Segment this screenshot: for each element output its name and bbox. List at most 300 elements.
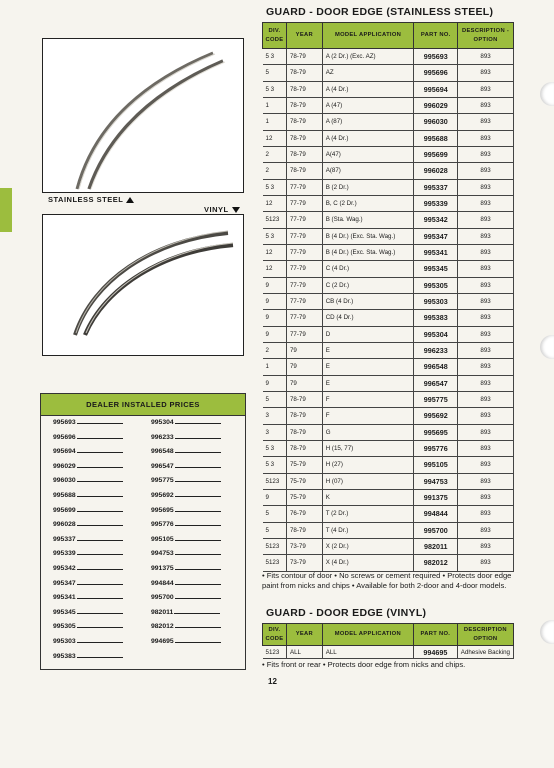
part-number-cell: 991375 [414,489,458,505]
year-cell: 77-79 [286,326,322,342]
part-number-cell: 995105 [414,457,458,473]
price-row [53,638,123,653]
model-application-cell: CB (4 Dr.) [322,293,414,309]
div-code-cell: 9 [263,277,287,293]
div-code-cell: 5 [263,522,287,538]
vinyl-section-title: GUARD - DOOR EDGE (VINYL) [266,607,427,619]
year-cell: 76-79 [286,506,322,522]
description-option-cell: 893 [458,146,514,162]
year-cell: 77-79 [286,179,322,195]
price-blank-line [77,657,123,658]
description-option-cell: 893 [458,65,514,81]
year-cell: 78-79 [286,146,322,162]
year-cell: 78-79 [286,408,322,424]
price-row [53,565,123,580]
table-row [263,646,514,659]
div-code-cell: 5 3 [263,81,287,97]
div-code-cell: 1 [263,359,287,375]
price-blank-line [175,554,221,555]
model-application-cell: C (2 Dr.) [322,277,414,293]
model-application-cell: F [322,408,414,424]
price-blank-line [77,452,123,453]
price-part-number: 995345 [53,608,76,616]
model-application-cell: B (Sta. Wag.) [322,212,414,228]
div-code-cell: 12 [263,195,287,211]
year-cell: 73-79 [286,555,322,571]
prices-left-column [53,419,123,667]
price-row [151,477,221,492]
part-number-cell: 995699 [414,146,458,162]
price-blank-line [175,452,221,453]
part-number-cell: 982012 [414,555,458,571]
price-row [53,550,123,565]
description-option-cell: 893 [458,359,514,375]
price-part-number: 995699 [53,506,76,514]
price-row [151,419,221,434]
table-row [263,375,514,391]
price-part-number: 995342 [53,564,76,572]
description-option-cell: Adhesive Backing [457,646,513,659]
price-part-number: 995303 [53,637,76,645]
price-row [151,594,221,609]
price-part-number: 994753 [151,550,174,558]
price-part-number: 995347 [53,579,76,587]
table-row [263,342,514,358]
price-row [53,521,123,536]
price-blank-line [77,554,123,555]
part-number-cell: 995304 [414,326,458,342]
year-cell: 79 [286,375,322,391]
div-code-cell: 5 [263,506,287,522]
model-application-cell: F [322,391,414,407]
year-cell: ALL [286,646,322,659]
table-row [263,506,514,522]
table-row [263,473,514,489]
part-number-cell: 995696 [414,65,458,81]
column-header: DESCRIPTION OPTION [457,624,513,646]
price-row [53,492,123,507]
model-application-cell: AZ [322,65,414,81]
vinyl-note: • Fits front or rear • Protects door edge from nicks and chips. [262,660,466,669]
price-blank-line [77,598,123,599]
model-application-cell: K [322,489,414,505]
part-number-cell: 995303 [414,293,458,309]
price-part-number: 995339 [53,550,76,558]
price-part-number: 995696 [53,433,76,441]
description-option-cell: 893 [458,326,514,342]
binder-hole-middle [540,335,554,359]
part-number-cell: 995383 [414,310,458,326]
year-cell: 75-79 [286,473,322,489]
model-application-cell: X (4 Dr.) [322,555,414,571]
part-number-cell: 995694 [414,81,458,97]
price-row [151,609,221,624]
div-code-cell: 5123 [263,473,287,489]
year-cell: 77-79 [286,244,322,260]
table-row [263,326,514,342]
part-number-cell: 994844 [414,506,458,522]
description-option-cell: 893 [458,506,514,522]
part-number-cell: 995775 [414,391,458,407]
price-part-number: 982011 [151,608,174,616]
table-row [263,408,514,424]
price-part-number: 996028 [53,521,76,529]
part-number-cell: 995693 [414,49,458,65]
model-application-cell: B, C (2 Dr.) [322,195,414,211]
div-code-cell: 3 [263,408,287,424]
table-row [263,179,514,195]
stainless-section-title: GUARD - DOOR EDGE (STAINLESS STEEL) [266,6,494,18]
price-part-number: 994844 [151,579,174,587]
dealer-installed-prices-box [40,393,246,670]
div-code-cell: 3 [263,424,287,440]
table-row [263,457,514,473]
table-row [263,440,514,456]
table-row [263,489,514,505]
price-blank-line [175,496,221,497]
price-part-number: 995383 [53,652,76,660]
model-application-cell: T (2 Dr.) [322,506,414,522]
div-code-cell: 9 [263,375,287,391]
part-number-cell: 995345 [414,261,458,277]
year-cell: 75-79 [286,457,322,473]
stainless-parts-table [262,22,514,572]
price-row [151,536,221,551]
part-number-cell: 994753 [414,473,458,489]
year-cell: 77-79 [286,277,322,293]
description-option-cell: 893 [458,130,514,146]
description-option-cell: 893 [458,228,514,244]
price-row [53,594,123,609]
column-header: PART NO. [414,624,458,646]
price-blank-line [77,423,123,424]
div-code-cell: 5 3 [263,49,287,65]
page-number: 12 [268,677,277,686]
price-blank-line [77,438,123,439]
description-option-cell: 893 [458,424,514,440]
prices-title: DEALER INSTALLED PRICES [41,394,245,416]
model-application-cell: H (27) [322,457,414,473]
year-cell: 77-79 [286,212,322,228]
price-part-number: 995688 [53,491,76,499]
price-part-number: 995776 [151,521,174,529]
price-row [53,609,123,624]
price-blank-line [77,569,123,570]
part-number-cell: 995776 [414,440,458,456]
price-part-number: 996547 [151,462,174,470]
description-option-cell: 893 [458,261,514,277]
description-option-cell: 893 [458,555,514,571]
div-code-cell: 1 [263,114,287,130]
vinyl-photo [42,214,244,356]
table-row [263,163,514,179]
column-header: MODEL APPLICATION [322,23,414,49]
column-header: DIV. CODE [263,23,287,49]
price-row [151,565,221,580]
year-cell: 78-79 [286,440,322,456]
model-application-cell: A (47) [322,97,414,113]
part-number-cell: 994695 [414,646,458,659]
model-application-cell: H (15, 77) [322,440,414,456]
arrow-down-icon [232,207,240,213]
div-code-cell: 5 3 [263,179,287,195]
section-tab [0,188,12,232]
price-part-number: 995700 [151,594,174,602]
description-option-cell: 893 [458,310,514,326]
description-option-cell: 893 [458,212,514,228]
price-blank-line [77,627,123,628]
table-row [263,228,514,244]
div-code-cell: 12 [263,261,287,277]
model-application-cell: T (4 Dr.) [322,522,414,538]
part-number-cell: 995337 [414,179,458,195]
price-blank-line [175,642,221,643]
year-cell: 78-79 [286,424,322,440]
price-row [53,434,123,449]
price-row [151,580,221,595]
year-cell: 77-79 [286,310,322,326]
price-blank-line [77,511,123,512]
price-row [53,623,123,638]
column-header: PART NO. [414,23,458,49]
description-option-cell: 893 [458,97,514,113]
price-blank-line [174,613,220,614]
price-row [151,492,221,507]
div-code-cell: 5 3 [263,228,287,244]
model-application-cell: E [322,375,414,391]
column-header: YEAR [286,23,322,49]
year-cell: 78-79 [286,81,322,97]
description-option-cell: 893 [458,49,514,65]
model-application-cell: A (87) [322,114,414,130]
table-row [263,538,514,554]
price-blank-line [77,642,123,643]
year-cell: 77-79 [286,228,322,244]
price-blank-line [77,584,123,585]
div-code-cell: 1 [263,97,287,113]
price-row [53,653,123,668]
price-blank-line [175,511,221,512]
model-application-cell: A(87) [322,163,414,179]
table-row [263,293,514,309]
price-part-number: 982012 [151,623,174,631]
price-blank-line [77,525,123,526]
description-option-cell: 893 [458,342,514,358]
table-row [263,195,514,211]
part-number-cell: 995695 [414,424,458,440]
stainless-note: • Fits contour of door • No screws or cement required • Protects door edge paint from nicks and chips • Available for both 2-door and 4-door models. [262,571,512,590]
description-option-cell: 893 [458,473,514,489]
table-row [263,555,514,571]
price-part-number: 991375 [151,564,174,572]
binder-hole-top [540,82,554,106]
table-row [263,522,514,538]
div-code-cell: 9 [263,326,287,342]
price-part-number: 995695 [151,506,174,514]
table-row [263,310,514,326]
table-row [263,130,514,146]
part-number-cell: 982011 [414,538,458,554]
price-part-number: 995775 [151,477,174,485]
year-cell: 77-79 [286,261,322,277]
model-application-cell: A (2 Dr.) (Exc. AZ) [322,49,414,65]
price-blank-line [77,540,123,541]
part-number-cell: 996548 [414,359,458,375]
part-number-cell: 996233 [414,342,458,358]
table-row [263,97,514,113]
year-cell: 79 [286,359,322,375]
year-cell: 77-79 [286,293,322,309]
table-row [263,277,514,293]
model-application-cell: X (2 Dr.) [322,538,414,554]
div-code-cell: 5 [263,65,287,81]
table-row [263,114,514,130]
table-row [263,212,514,228]
model-application-cell: A (4 Dr.) [322,130,414,146]
year-cell: 75-79 [286,489,322,505]
part-number-cell: 996030 [414,114,458,130]
description-option-cell: 893 [458,179,514,195]
div-code-cell: 5123 [263,646,287,659]
model-application-cell: A(47) [322,146,414,162]
model-application-cell: ALL [322,646,413,659]
description-option-cell: 893 [458,244,514,260]
div-code-cell: 9 [263,293,287,309]
prices-right-column [151,419,221,653]
model-application-cell: E [322,359,414,375]
price-blank-line [175,438,221,439]
vinyl-label: VINYL [204,205,240,214]
div-code-cell: 12 [263,130,287,146]
description-option-cell: 893 [458,408,514,424]
year-cell: 77-79 [286,195,322,211]
price-blank-line [175,569,221,570]
column-header: DESCRIPTION - OPTION [458,23,514,49]
model-application-cell: B (4 Dr.) (Exc. Sta. Wag.) [322,228,414,244]
model-application-cell: C (4 Dr.) [322,261,414,277]
year-cell: 78-79 [286,522,322,538]
column-header: DIV. CODE [263,624,287,646]
description-option-cell: 893 [458,440,514,456]
price-blank-line [175,481,221,482]
price-part-number: 996233 [151,433,174,441]
year-cell: 78-79 [286,130,322,146]
price-row [53,507,123,522]
price-blank-line [77,613,123,614]
description-option-cell: 893 [458,375,514,391]
model-application-cell: B (4 Dr.) (Exc. Sta. Wag.) [322,244,414,260]
price-part-number: 995694 [53,448,76,456]
price-blank-line [175,525,221,526]
div-code-cell: 9 [263,310,287,326]
model-application-cell: G [322,424,414,440]
price-part-number: 995692 [151,491,174,499]
price-row [53,477,123,492]
div-code-cell: 5 3 [263,440,287,456]
year-cell: 78-79 [286,49,322,65]
price-blank-line [77,496,123,497]
description-option-cell: 893 [458,114,514,130]
price-blank-line [77,467,123,468]
part-number-cell: 995688 [414,130,458,146]
div-code-cell: 12 [263,244,287,260]
div-code-cell: 5123 [263,555,287,571]
div-code-cell: 9 [263,489,287,505]
part-number-cell: 996547 [414,375,458,391]
price-part-number: 994695 [151,637,174,645]
price-row [53,580,123,595]
table-row [263,244,514,260]
price-blank-line [77,481,123,482]
year-cell: 78-79 [286,97,322,113]
price-part-number: 996030 [53,477,76,485]
year-cell: 73-79 [286,538,322,554]
part-number-cell: 995700 [414,522,458,538]
part-number-cell: 995339 [414,195,458,211]
description-option-cell: 893 [458,277,514,293]
arrow-up-icon [126,197,134,203]
part-number-cell: 996029 [414,97,458,113]
price-blank-line [175,627,221,628]
price-row [151,463,221,478]
model-application-cell: H (07) [322,473,414,489]
model-application-cell: CD (4 Dr.) [322,310,414,326]
vinyl-parts-table [262,623,514,659]
price-row [151,623,221,638]
description-option-cell: 893 [458,489,514,505]
description-option-cell: 893 [458,195,514,211]
price-row [151,521,221,536]
price-blank-line [175,467,221,468]
price-part-number: 995341 [53,594,76,602]
binder-hole-bottom [540,620,554,644]
price-part-number: 995304 [151,419,174,426]
price-part-number: 995693 [53,419,76,426]
model-application-cell: A (4 Dr.) [322,81,414,97]
part-number-cell: 995342 [414,212,458,228]
price-blank-line [175,598,221,599]
price-row [151,638,221,653]
price-row [53,536,123,551]
description-option-cell: 893 [458,457,514,473]
div-code-cell: 2 [263,342,287,358]
table-row [263,424,514,440]
table-row [263,391,514,407]
table-row [263,146,514,162]
price-part-number: 995337 [53,535,76,543]
price-blank-line [175,540,221,541]
div-code-cell: 5123 [263,538,287,554]
price-row [151,448,221,463]
price-row [151,507,221,522]
div-code-cell: 5123 [263,212,287,228]
price-row [53,419,123,434]
price-blank-line [175,423,221,424]
year-cell: 78-79 [286,163,322,179]
table-row [263,65,514,81]
price-row [53,448,123,463]
year-cell: 78-79 [286,65,322,81]
description-option-cell: 893 [458,538,514,554]
description-option-cell: 893 [458,391,514,407]
table-row [263,359,514,375]
table-row [263,49,514,65]
model-application-cell: B (2 Dr.) [322,179,414,195]
model-application-cell: D [322,326,414,342]
price-part-number: 996029 [53,462,76,470]
div-code-cell: 5 3 [263,457,287,473]
description-option-cell: 893 [458,293,514,309]
